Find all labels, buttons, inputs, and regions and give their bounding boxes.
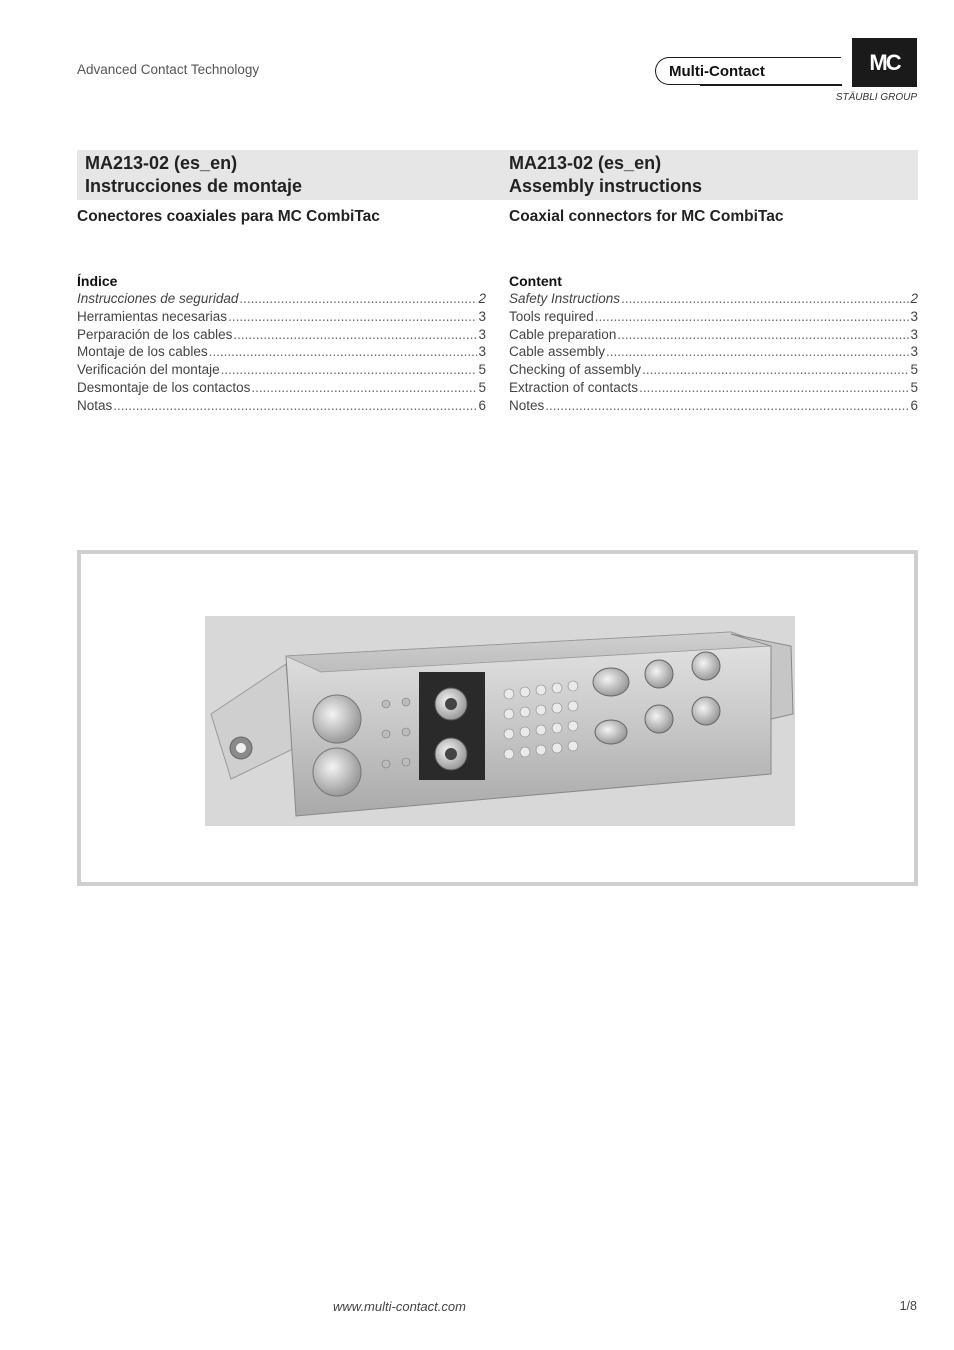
toc-entry-page: 6: [478, 397, 486, 413]
toc-entry-label: Checking of assembly: [509, 362, 642, 378]
page-number: 1/8: [899, 1299, 917, 1313]
toc-leader-dots: [639, 379, 909, 397]
toc-entry[interactable]: [509, 308, 918, 326]
product-photo-frame: [77, 550, 918, 886]
toc-entry[interactable]: [77, 361, 486, 379]
toc-entry-label: Cable assembly: [509, 344, 606, 360]
toc-entry[interactable]: [509, 361, 918, 379]
toc-entry-page: 6: [910, 397, 918, 413]
toc-entry-label: Extraction of contacts: [509, 379, 639, 395]
toc-leader-dots: [239, 290, 477, 308]
toc-entry-label: Montaje de los cables: [77, 344, 208, 360]
toc-leader-dots: [606, 343, 909, 361]
toc-leader-dots: [233, 326, 477, 344]
group-name: STÄUBLI GROUP: [835, 92, 917, 103]
brand-name: Multi-Contact: [669, 63, 765, 80]
toc-entry-label: Tools required: [509, 308, 594, 324]
toc-entry-page: 5: [478, 379, 486, 395]
mc-logo-icon: MC: [852, 38, 917, 87]
table-of-contents-en: [509, 273, 918, 415]
toc-entry[interactable]: [509, 326, 918, 344]
brand-wordmark: [655, 57, 841, 85]
toc-leader-dots: [221, 361, 478, 379]
footer-url[interactable]: www.multi-contact.com: [333, 1299, 466, 1314]
tagline: Advanced Contact Technology: [77, 62, 260, 77]
document-code-en: MA213-02 (es_en): [509, 153, 662, 173]
toc-entry[interactable]: [77, 379, 486, 397]
title-es: [85, 152, 302, 198]
toc-leader-dots: [113, 397, 477, 415]
toc-leader-dots: [617, 326, 909, 344]
coax-contact-bottom-center: [445, 748, 457, 760]
toc-heading-es: Índice: [77, 273, 118, 289]
power-contact-bottom: [313, 748, 361, 796]
coax-contact-top-center: [445, 698, 457, 710]
toc-leader-dots: [595, 308, 910, 326]
toc-leader-dots: [621, 290, 909, 308]
toc-entry[interactable]: [77, 343, 486, 361]
toc-entry-page: 2: [478, 291, 486, 306]
toc-entry-page: 5: [910, 379, 918, 395]
toc-entry[interactable]: [77, 308, 486, 326]
toc-entry[interactable]: [77, 326, 486, 344]
toc-entry-page: 3: [910, 344, 918, 360]
toc-entry-label: Safety Instructions: [509, 291, 621, 306]
toc-entry[interactable]: [77, 397, 486, 415]
toc-entry-page: 5: [910, 362, 918, 378]
toc-entry-label: Notes: [509, 397, 545, 413]
toc-entry-page: 5: [478, 362, 486, 378]
toc-entry-label: Cable preparation: [509, 326, 617, 342]
toc-entry-page: 2: [910, 291, 918, 306]
toc-entry-page: 3: [910, 326, 918, 342]
toc-entry-label: Perparación de los cables: [77, 326, 233, 342]
toc-entry[interactable]: [77, 290, 486, 308]
toc-entry-label: Desmontaje de los contactos: [77, 379, 251, 395]
table-of-contents-es: [77, 273, 486, 415]
document-title-en: Assembly instructions: [509, 176, 703, 196]
toc-entry-label: Instrucciones de seguridad: [77, 291, 239, 306]
toc-heading-en: Content: [509, 273, 562, 289]
toc-leader-dots: [642, 361, 909, 379]
connector-photo: [81, 554, 914, 882]
logo-underline: [700, 84, 842, 86]
toc-entry-page: 3: [910, 308, 918, 324]
toc-entry-label: Verificación del montaje: [77, 362, 220, 378]
mounting-hole-center: [236, 743, 246, 753]
title-en: [509, 152, 702, 198]
toc-entry[interactable]: [509, 290, 918, 308]
toc-leader-dots: [209, 343, 478, 361]
toc-entry-page: 3: [478, 326, 486, 342]
toc-list-es: [77, 290, 486, 415]
toc-entry[interactable]: [509, 343, 918, 361]
subtitle-es: Conectores coaxiales para MC CombiTac: [77, 208, 380, 225]
toc-entry[interactable]: [509, 379, 918, 397]
toc-entry[interactable]: [509, 397, 918, 415]
toc-entry-label: Notas: [77, 397, 113, 413]
toc-entry-page: 3: [478, 344, 486, 360]
toc-leader-dots: [251, 379, 477, 397]
toc-leader-dots: [545, 397, 909, 415]
document-code-es: MA213-02 (es_en): [85, 153, 238, 173]
toc-entry-label: Herramientas necesarias: [77, 308, 228, 324]
subtitle-en: Coaxial connectors for MC CombiTac: [509, 208, 784, 225]
toc-leader-dots: [228, 308, 477, 326]
toc-list-en: [509, 290, 918, 415]
power-contact-top: [313, 695, 361, 743]
document-title-es: Instrucciones de montaje: [85, 176, 303, 196]
toc-entry-page: 3: [478, 308, 486, 324]
